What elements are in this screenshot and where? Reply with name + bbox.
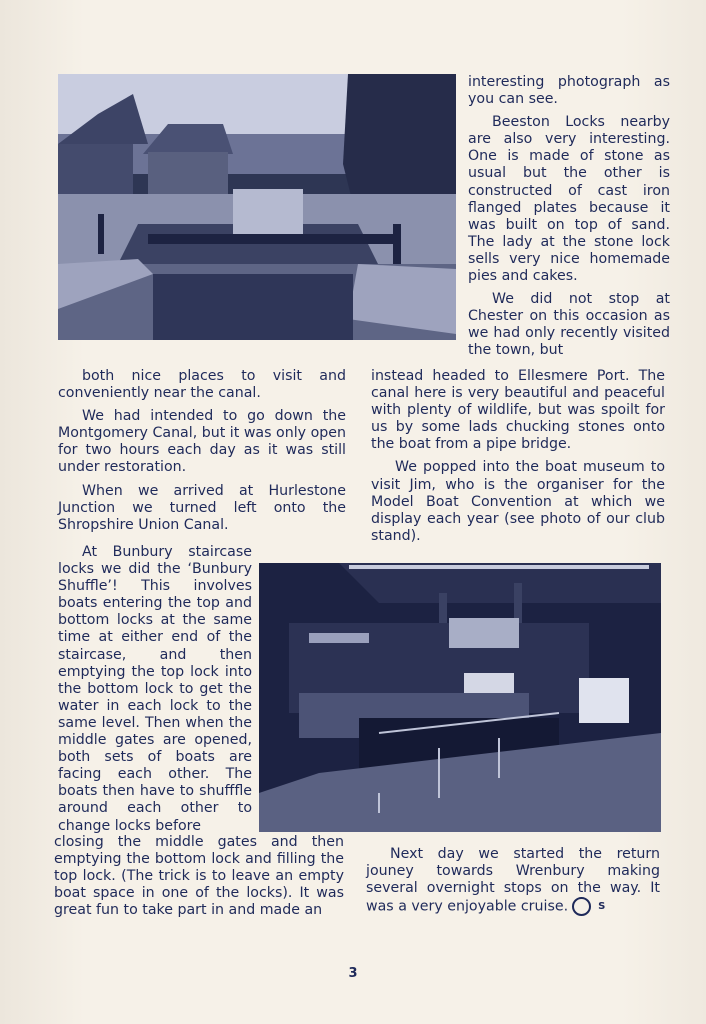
left-column-beside-photo: [58, 544, 252, 835]
paragraph: We did not stop at Chester on this occasion as we had only recently visited the town, but: [468, 291, 670, 359]
paragraph: [366, 846, 660, 916]
closing-text: Next day we started the return jouney towards Wrenbury making several overnight stops on the way. It was a very enjoyable cruise.: [366, 846, 660, 915]
paragraph: We popped into the boat museum to visit Jim, who is the organiser for the Model Boat Convention at which we display each year (see photo of our club stand).: [371, 459, 665, 544]
canal-lock-photo: [58, 74, 456, 340]
boat-museum-photo: [259, 563, 661, 832]
left-column-lower: [54, 834, 344, 919]
paragraph: When we arrived at Hurlestone Junction we turned left onto the Shropshire Union Canal.: [58, 482, 346, 533]
left-column-upper: [58, 368, 346, 540]
paragraph: both nice places to visit and conveniently near the canal.: [58, 368, 346, 402]
end-mark-logo: S: [572, 897, 591, 916]
paragraph: We had intended to go down the Montgomery Canal, but it was only open for two hours each day as it was still under restoration.: [58, 408, 346, 476]
right-column-top: [468, 74, 670, 360]
paragraph: At Bunbury staircase locks we did the ‘Bunbury Shuffle’! This involves boats entering the top and bottom locks at the same time at either end of the staircase, and then emptying the top lock into the bottom lock to get the water in each lock to the same level. Then when the middle gates are opened, both sets of boats are facing each other. The boats then have to shufffle around each other to change locks before: [58, 544, 252, 834]
paragraph: instead headed to Ellesmere Port. The canal here is very beautiful and peaceful with plenty of wildlife, but was spoilt for us by some lads chucking stones onto the boat from a pipe bridge.: [371, 368, 665, 453]
page-number: 3: [348, 966, 358, 981]
right-column-bottom: [366, 846, 660, 916]
right-column-middle: [371, 368, 665, 551]
paragraph: interesting photograph as you can see.: [468, 74, 670, 108]
paragraph: Beeston Locks nearby are also very interesting. One is made of stone as usual but the other is constructed of cast iron flanged plates because it was built on top of sand. The lady at the stone lock sells very nice homemade pies and cakes.: [468, 114, 670, 285]
paragraph: closing the middle gates and then emptying the bottom lock and filling the top lock. (The trick is to leave an empty boat space in one of the locks). It was great fun to take part in and made an: [54, 834, 344, 919]
